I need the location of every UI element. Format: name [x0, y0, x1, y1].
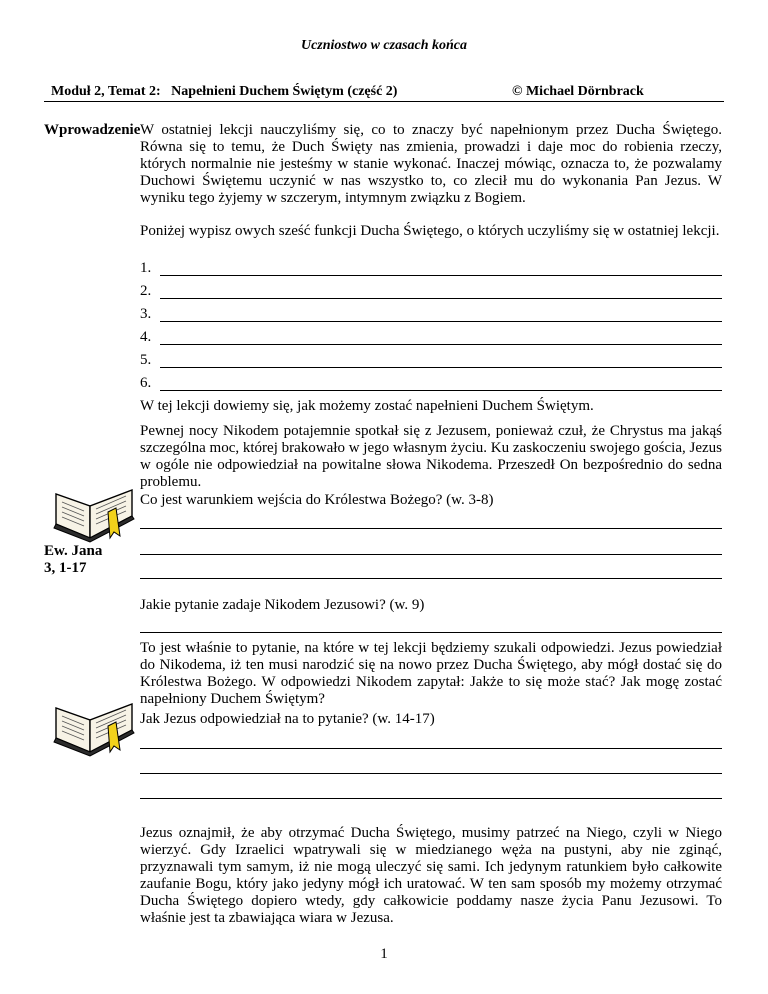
lesson-goal-text: W tej lekcji dowiemy się, jak możemy zostać napełnieni Duchem Świętym. [140, 398, 594, 414]
instruction-text: Poniżej wypisz owych sześć funkcji Ducha Świętego, o których uczyliśmy się w ostatniej lekcji. [140, 223, 720, 239]
answer-line-3[interactable] [140, 306, 722, 324]
question-1 [140, 492, 722, 509]
page-number: 1 [380, 946, 388, 962]
nicodemus-paragraph [140, 423, 722, 491]
answer-number: 4. [140, 329, 152, 345]
answer-line-5[interactable] [140, 352, 722, 370]
answer-line[interactable] [140, 748, 722, 749]
answer-number: 1. [140, 260, 152, 276]
header-divider [44, 101, 724, 102]
answer-line[interactable] [140, 554, 722, 555]
document-title: Uczniostwo w czasach końca [300, 38, 468, 53]
question-3-text: Jak Jezus odpowiedział na to pytanie? (w. 14-17) [140, 711, 435, 727]
intro-paragraph [140, 122, 722, 207]
answer-line-4[interactable] [140, 329, 722, 347]
open-book-icon [50, 700, 138, 760]
scripture-book: Ew. Jana [44, 543, 103, 559]
answer-line[interactable] [140, 798, 722, 799]
answer-number: 5. [140, 352, 152, 368]
answer-line-1[interactable] [140, 260, 722, 278]
module-header: Moduł 2, Temat 2: Napełnieni Duchem Świętym (część 2) [51, 84, 398, 99]
conclusion-text: Jezus oznajmił, że aby otrzymać Ducha Świętego, musimy patrzeć na Niego, czyli w Niego wierzyć. Gdy Izraelici wpatrywali się w miedzianego węża na pustyni, aby nie zginąć, przyznawali tym samym, iż nie mogą uleczyć się sami. Ich jedynym ratunkiem było całkowite zaufanie Bogu, który jako jedyny mógł ich uratować. W ten sam sposób my możemy otrzymać Ducha Świętego dopiero wtedy, gdy całkowicie poddamy nasze życia Panu Jezusowi. To właśnie jest ta zbawiająca wiara w Jezusa. [140, 825, 722, 926]
scripture-reference [44, 543, 102, 577]
answer-line-6[interactable] [140, 375, 722, 393]
answer-line[interactable] [140, 773, 722, 774]
answer-line[interactable] [140, 632, 722, 633]
open-book-icon [50, 486, 138, 546]
answer-line[interactable] [140, 578, 722, 579]
question-2-text: Jakie pytanie zadaje Nikodem Jezusowi? (w. 9) [140, 597, 425, 613]
intro-label: Wprowadzenie [44, 122, 141, 138]
intro-text: W ostatniej lekcji nauczyliśmy się, co to znaczy być napełnionym przez Ducha Świętego. Równa się to temu, że Duch Święty nas zmienia, prowadzi i daje moc do robienia rzeczy, których normalnie nie jesteśmy w stanie wykonać. Inaczej mówiąc, oznacza to, że pozwalamy Duchowi Świętemu uczynić w nas wszystko to, co zlecił mu do wykonania Pan Jezus. W wyniku tego żyjemy w szczerym, intymnym związku z Bogiem. [140, 122, 722, 206]
question-2 [140, 597, 722, 614]
scripture-verses: 3, 1-17 [44, 560, 87, 576]
instruction-paragraph [140, 223, 722, 240]
answer-explanation [140, 640, 722, 708]
answer-line[interactable] [140, 528, 722, 529]
author-copyright: © Michael Dörnbrack [512, 84, 644, 99]
lesson-goal [140, 398, 722, 415]
conclusion-paragraph [140, 825, 722, 927]
question-1-text: Co jest warunkiem wejścia do Królestwa Bożego? (w. 3-8) [140, 492, 494, 508]
question-3 [140, 711, 722, 728]
answer-number: 3. [140, 306, 152, 322]
answer-line-2[interactable] [140, 283, 722, 301]
answer-explanation-text: To jest właśnie to pytanie, na które w tej lekcji będziemy szukali odpowiedzi. Jezus powiedział do Nikodema, iż ten musi narodzić się na nowo przez Ducha Świętego, aby mógł dostać się do Królestwa Bożego. W odpowiedzi Nikodem zapytał: Jakże to się może stać? Jak mogę zostać napełniony Duchem Świętym? [140, 640, 722, 707]
answer-number: 2. [140, 283, 152, 299]
nicodemus-text: Pewnej nocy Nikodem potajemnie spotkał się z Jezusem, ponieważ czuł, że Chrystus ma jakąś szczególna moc, której brakowało w jego własnym życiu. Ku zaskoczeniu swojego gościa, Jezus w ogóle nie odpowiedział na powitalne słowa Nikodema. Przeszedł On bezpośrednio do sedna problemu. [140, 423, 722, 490]
answer-number: 6. [140, 375, 152, 391]
